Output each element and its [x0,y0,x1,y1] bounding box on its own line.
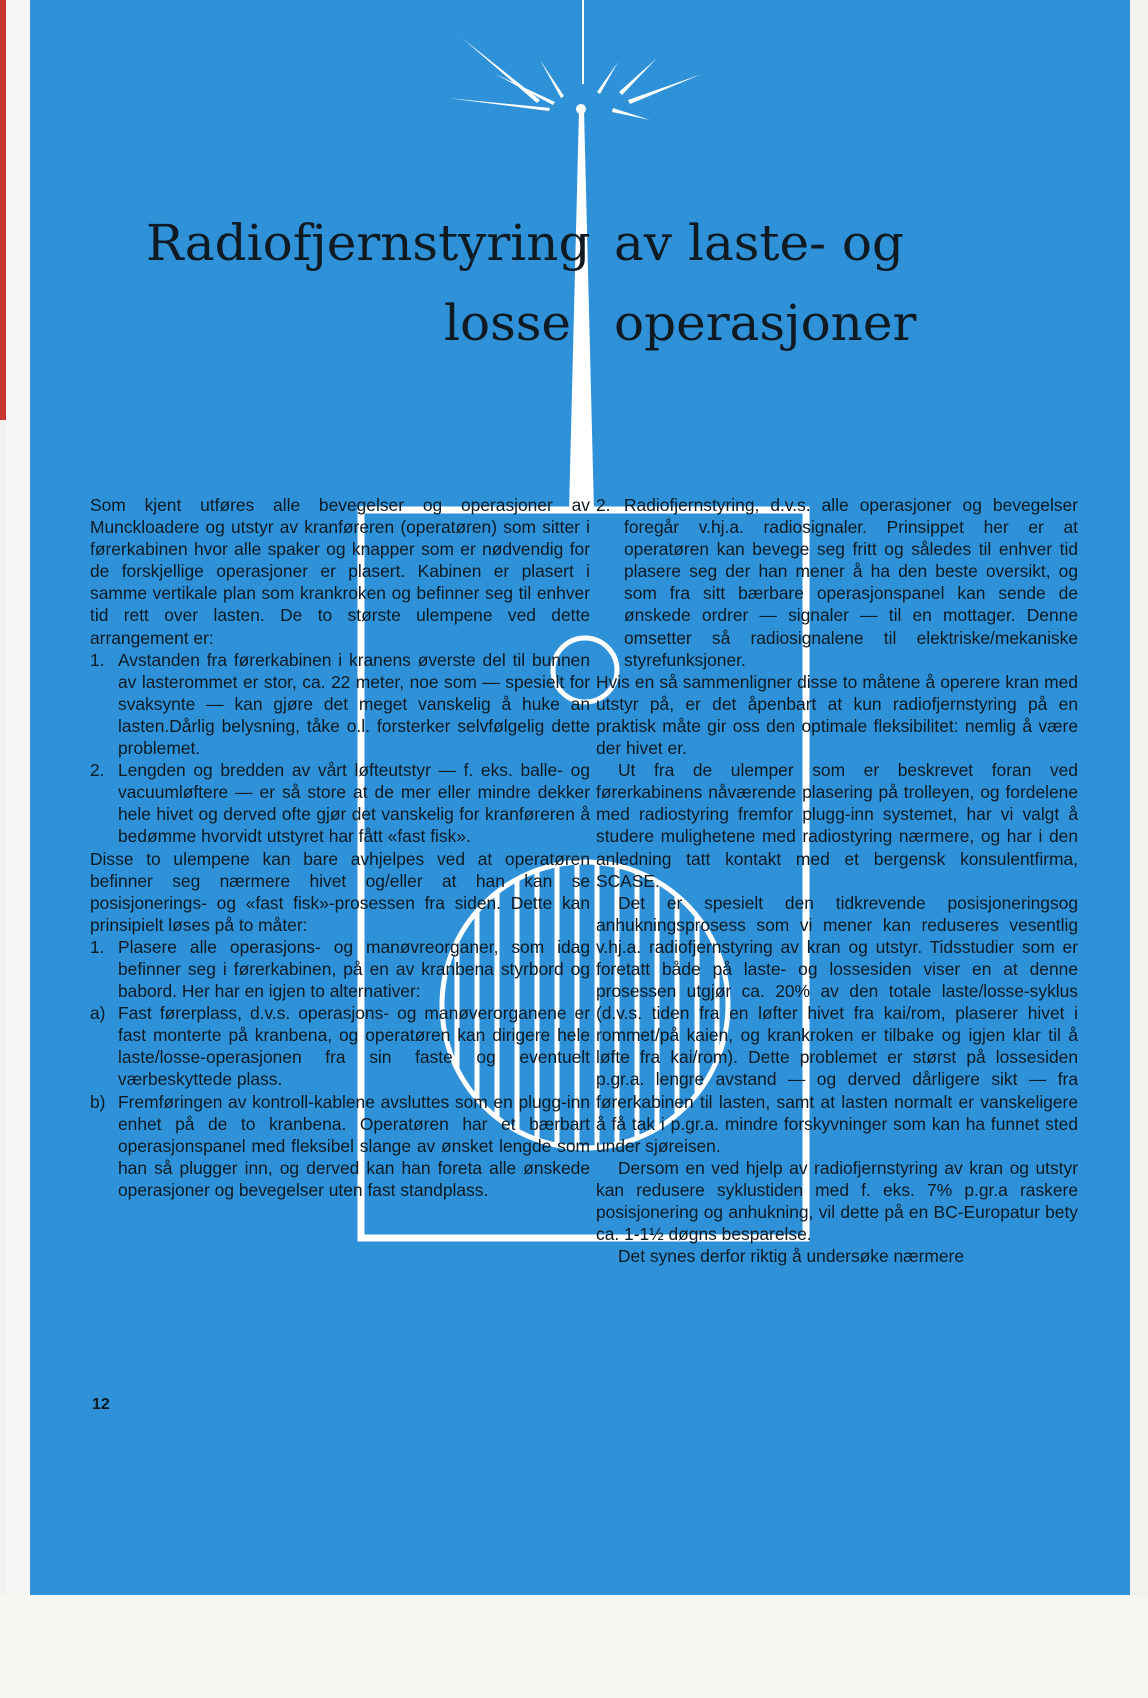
page-number: 12 [92,1396,110,1413]
list-item-number: 2. [596,495,611,515]
list-item-number: a) [90,1003,106,1024]
list-item-text: Plasere alle operasjons- og manøvreorganer, som idag befinner seg i førerkabinen, på en av kranbena styrbord og babord. Her har en igjen to alternativer: [118,936,590,1002]
intro-paragraph: Som kjent utføres alle bevegelser og operasjoner av Munckloadere og utstyr av kranføreren (operatøren) som sitter i førerkabinen hvor alle spaker og knapper som er nødvendig for de forskjellige operasjoner er plasert. Kabinen er plasert i samme vertikale plan som krankroken og befinner seg til enhver tid rett over lasten. De to største ulempene ved dette arrangement er: [90,495,590,648]
body-paragraph: Det er spesielt den tidkrevende posisjoneringsog anhukningsprosess som vi mener kan reduseres vesentlig v.hj.a. radiofjernstyring av kran og utstyr. Tidsstudier som er foretatt både på laste- og lossesiden viser en at denne prosessen utgjør ca. 20% av den totale laste/losse-syklus (d.v.s. tiden fra en løfter hivet fra kai/rom, plaserer hivet i rommet/på kaien, og krankroken er tilbake og igjen klar til å løfte fra kai/rom). Dette problemet er størst på lossesiden p.gr.a. lengre avstand — og derved dårligere sikt — fra førerkabinen til lasten, samt at lasten normalt er vanskeligere å få tak i p.gr.a. mindre forskyvninger som kan ha funnet sted under sjøreisen. [596,892,1078,1156]
list-item [90,1091,590,1201]
list-item-number: 1. [90,936,105,957]
list-item-text: Avstanden fra førerkabinen i kranens øverste del til bunnen av lasterommet er stor, ca. 22 meter, noe som — spesielt for svaksynte — kan gjøre det meget vanskelig å huke an lasten.Dårlig belysning, tåke o.l. forsterker selvfølgelig dette problemet. [118,649,590,759]
list-item-number: 2. [90,760,105,781]
title-line1-left: Radiofjernstyring [146,214,591,272]
list-item-text: Radiofjernstyring, d.v.s. alle operasjoner og bevegelser foregår v.hj.a. radiosignaler. Prinsippet her er at operatøren kan bevege seg fritt og således til enhver tid plasere seg der han mener å ha den beste oversikt, og som fra sitt bærbare operasjonspanel kan sende de ønskede ordrer — signaler — til en mottager. Denne omsetter så radiosignalene til elektriske/mekaniske styrefunksjoner. [624,495,1078,670]
title-line2-left: losse [444,294,572,352]
list-item-number: b) [90,1091,106,1112]
remedy-paragraph: Disse to ulempene kan bare avhjelpes ved at operatøren befinner seg nærmere hivet og/eller at han kan se posisjonerings- og «fast fisk»-prosessen fra siden. Dette kan prinsipielt løses på to måter: [90,848,590,935]
title-line2-right: operasjoner [614,294,917,352]
body-paragraph: Dersom en ved hjelp av radiofjernstyring av kran og utstyr kan redusere syklustiden med f. eks. 7% p.gr.a raskere posisjonering og anhukning, vil dette på en BC-Europatur bety ca. 1-1½ døgns besparelse. [596,1157,1078,1245]
list-item [90,936,590,1002]
body-paragraph: Det synes derfor riktig å undersøke nærmere [618,1246,965,1267]
antenna-mast [569,110,594,512]
list-item [90,649,590,759]
list-item [90,759,590,847]
list-item [90,1002,590,1090]
list-item-text: Lengden og bredden av vårt løfteutstyr — f. eks. balle- og vacuumløftere — er så store at de mer eller mindre dekker hele hivet og derved ofte gjør det vanskelig for kranføreren å bedømme hvorvidt utstyret har fått «fast fisk». [118,760,590,847]
list-item [596,494,1078,671]
body-paragraph: Ut fra de ulemper som er beskrevet foran ved førerkabinens nåværende plasering på trolleyen, og fordelene med radiostyring fremfor plugg-inn systemet, har vi valgt å studere mulighetene med radiostyring nærmere, og har i den anledning tatt kontakt med et bergensk konsulentfirma, SCASE. [596,760,1078,891]
article-left-column [90,494,590,1201]
antenna-rays-icon [447,0,702,120]
body-paragraph: Hvis en så sammenligner disse to måtene å operere kran med utstyr på, er det åpenbart at kun radiofjernstyring på en praktisk måte gir oss den optimale fleksibilitet: nemlig å være der hivet er. [596,671,1078,759]
article-right-column [596,494,1078,1267]
title-line1-right: av laste- og [614,214,904,272]
list-item-number: 1. [90,649,105,670]
list-item-text: Fremføringen av kontroll-kablene avsluttes som en plugg-inn enhet på de to kranbena. Operatøren har et bærbart operasjonspanel med fleksibel slange av ønsket lengde som han så plugger inn, og derved kan han foreta alle ønskede operasjoner og bevegelser uten fast standplass. [118,1091,590,1200]
list-item-text: Fast førerplass, d.v.s. operasjons- og manøverorganene er fast monterte på kranbena, og operatøren kan dirigere hele laste/losse-operasjonen fra sin faste og eventuelt værbeskyttede plass. [118,1003,590,1090]
